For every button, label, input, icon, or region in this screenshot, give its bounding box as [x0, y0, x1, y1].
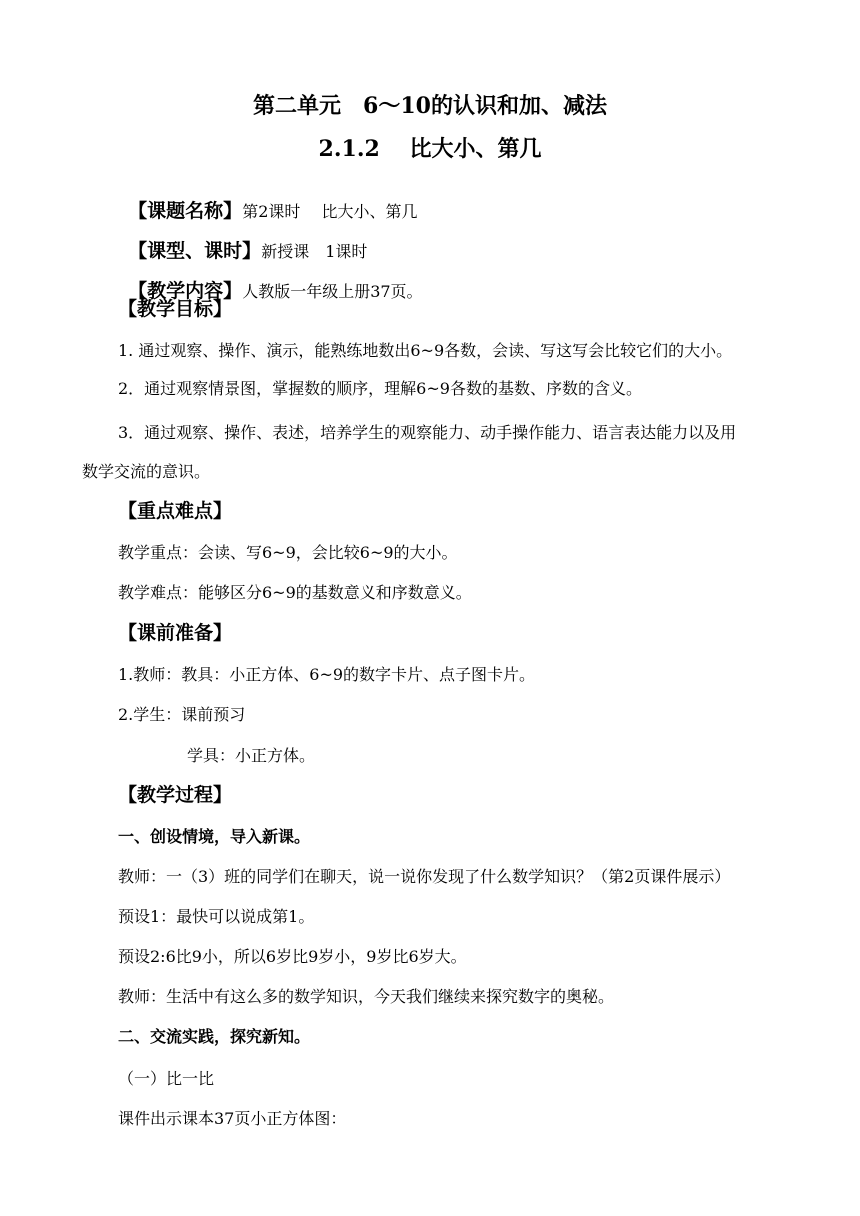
key-point-focus: 教学重点：会读、写6~9，会比较6~9的大小。 — [118, 543, 458, 562]
process-part2-line: 课件出示课本37页小正方体图： — [118, 1109, 347, 1128]
content-label: 【教学内容】 — [128, 280, 243, 302]
topic-name-label: 【课题名称】 — [128, 200, 243, 222]
lesson-type-text: 新授课 1课时 — [261, 242, 368, 261]
process-part1-heading: 一、创设情境，导入新课。 — [118, 827, 311, 846]
document-title-unit: 第二单元 6～10的认识和加、减法 — [253, 93, 607, 119]
preparation-teacher: 1.教师：教具：小正方体、6~9的数字卡片、点子图卡片。 — [118, 665, 536, 684]
key-points-heading: 【重点难点】 — [118, 500, 233, 522]
topic-name-text: 第2课时 比大小、第几 — [242, 202, 418, 221]
process-heading: 【教学过程】 — [118, 784, 233, 806]
objective-item-1: 1. 通过观察、操作、演示，能熟练地数出6~9各数，会读、写这写会比较它们的大小。 — [118, 341, 733, 360]
objective-item-3: 3．通过观察、操作、表述，培养学生的观察能力、动手操作能力、语言表达能力以及用 — [118, 423, 737, 442]
key-point-difficulty: 教学难点：能够区分6~9的基数意义和序数意义。 — [118, 583, 472, 602]
process-part2-heading: 二、交流实践，探究新知。 — [118, 1027, 311, 1046]
objective-item-3-continuation: 数学交流的意识。 — [82, 462, 211, 481]
objective-item-2: 2．通过观察情景图，掌握数的顺序，理解6~9各数的基数、序数的含义。 — [118, 379, 642, 398]
process-part1-line-1: 教师：一（3）班的同学们在聊天，说一说你发现了什么数学知识？（第2页课件展示） — [118, 867, 731, 886]
objectives-heading: 【教学目标】 — [118, 298, 233, 320]
preparation-student: 2.学生：课前预习 — [118, 705, 246, 724]
document-title-lesson: 2.1.2 比大小、第几 — [318, 136, 542, 162]
lesson-type-label: 【课型、课时】 — [128, 240, 262, 262]
content-text: 人教版一年级上册37页。 — [242, 282, 423, 301]
preparation-student-tools: 学具：小正方体。 — [187, 746, 316, 765]
lesson-type-line — [118, 218, 367, 263]
preparation-heading: 【课前准备】 — [118, 622, 233, 644]
content-line — [118, 258, 423, 303]
process-part1-line-4: 教师：生活中有这么多的数学知识，今天我们继续来探究数字的奥秘。 — [118, 987, 615, 1006]
process-part1-line-3: 预设2:6比9小，所以6岁比9岁小，9岁比6岁大。 — [118, 947, 467, 966]
topic-name-line — [118, 178, 417, 223]
process-part2-sub: （一）比一比 — [118, 1069, 215, 1088]
process-part1-line-2: 预设1：最快可以说成第1。 — [118, 907, 315, 926]
